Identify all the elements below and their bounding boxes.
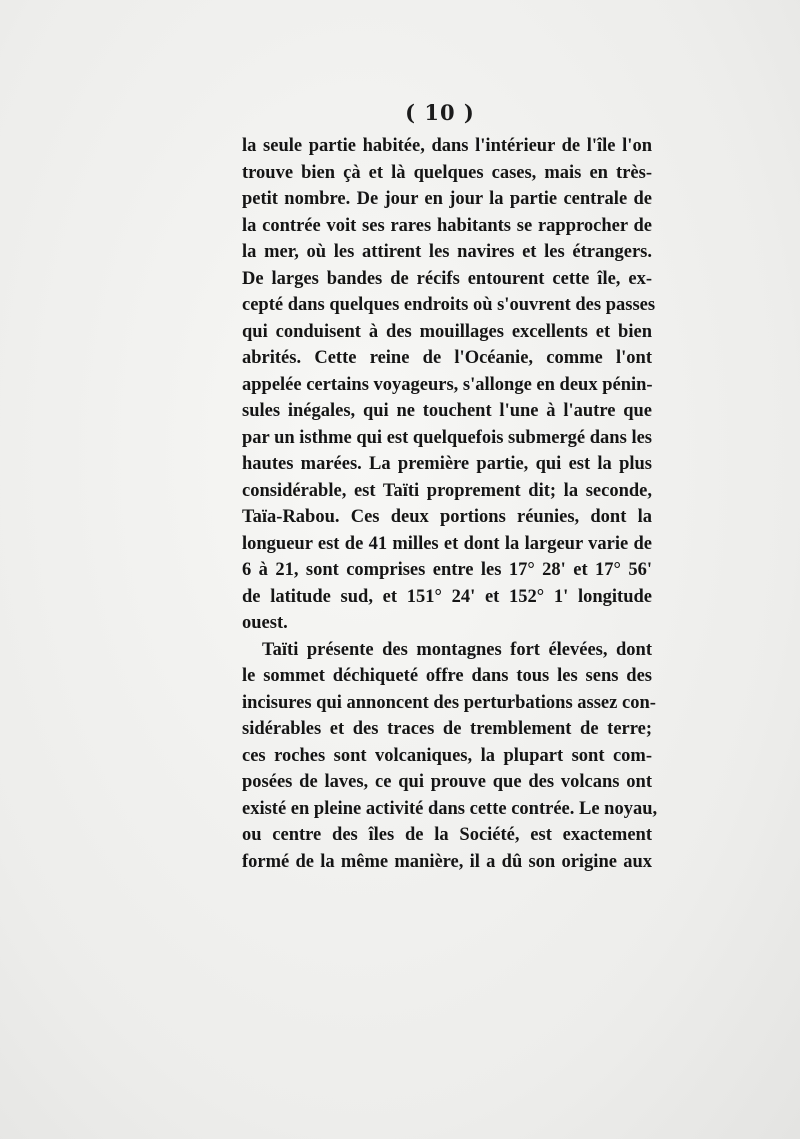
text-line: longueur est de 41 milles et dont la largeur varie de — [242, 533, 652, 554]
text-line: la mer, où les attirent les navires et les étrangers. — [242, 242, 652, 262]
text-line: existé en pleine activité dans cette contrée. Le noyau, — [242, 798, 658, 819]
text-line: le sommet déchiqueté offre dans tous les sens des — [242, 666, 652, 686]
page-number: ( 10 ) — [405, 100, 475, 125]
text-line: De larges bandes de récifs entourent cette île, ex- — [242, 268, 652, 289]
text-line: de latitude sud, et 151° 24' et 152° 1' longitude — [242, 586, 652, 607]
text-line: appelée certains voyageurs, s'allonge en deux pénin- — [242, 374, 653, 395]
text-line: par un isthme qui est quelquefois submergé dans les — [242, 427, 652, 448]
text-line: trouve bien çà et là quelques cases, mais en très- — [242, 162, 652, 183]
body-text — [242, 133, 658, 875]
text-line: abrités. Cette reine de l'Océanie, comme l'ont — [242, 348, 652, 368]
text-line: qui conduisent à des mouillages excellents et bien — [242, 321, 652, 342]
text-line: la seule partie habitée, dans l'intérieur de l'île l'on — [242, 136, 652, 156]
text-line: ouest. — [242, 613, 288, 633]
text-line: ou centre des îles de la Société, est exactement — [242, 825, 652, 845]
text-line: 6 à 21, sont comprises entre les 17° 28' et 17° 56' — [242, 560, 652, 580]
text-line: sules inégales, qui ne touchent l'une à l'autre que — [242, 401, 652, 421]
text-line: petit nombre. De jour en jour la partie centrale de — [242, 189, 652, 209]
text-line: considérable, est Taïti proprement dit; la seconde, — [242, 480, 652, 501]
text-line: sidérables et des traces de tremblement de terre; — [242, 719, 652, 739]
text-line: Taïa-Rabou. Ces deux portions réunies, dont la — [242, 507, 652, 527]
text-line: la contrée voit ses rares habitants se rapprocher de — [242, 215, 652, 236]
text-line: incisures qui annoncent des perturbations assez con- — [242, 692, 656, 713]
text-line: cepté dans quelques endroits où s'ouvrent des passes — [242, 295, 656, 315]
text-line: Taïti présente des montagnes fort élevées, dont — [262, 639, 652, 660]
text-line: posées de laves, ce qui prouve que des volcans ont — [242, 772, 652, 792]
text-line: hautes marées. La première partie, qui est la plus — [242, 454, 652, 474]
text-line: formé de la même manière, il a dû son origine aux — [242, 851, 652, 872]
text-line: ces roches sont volcaniques, la plupart sont com- — [242, 745, 652, 766]
